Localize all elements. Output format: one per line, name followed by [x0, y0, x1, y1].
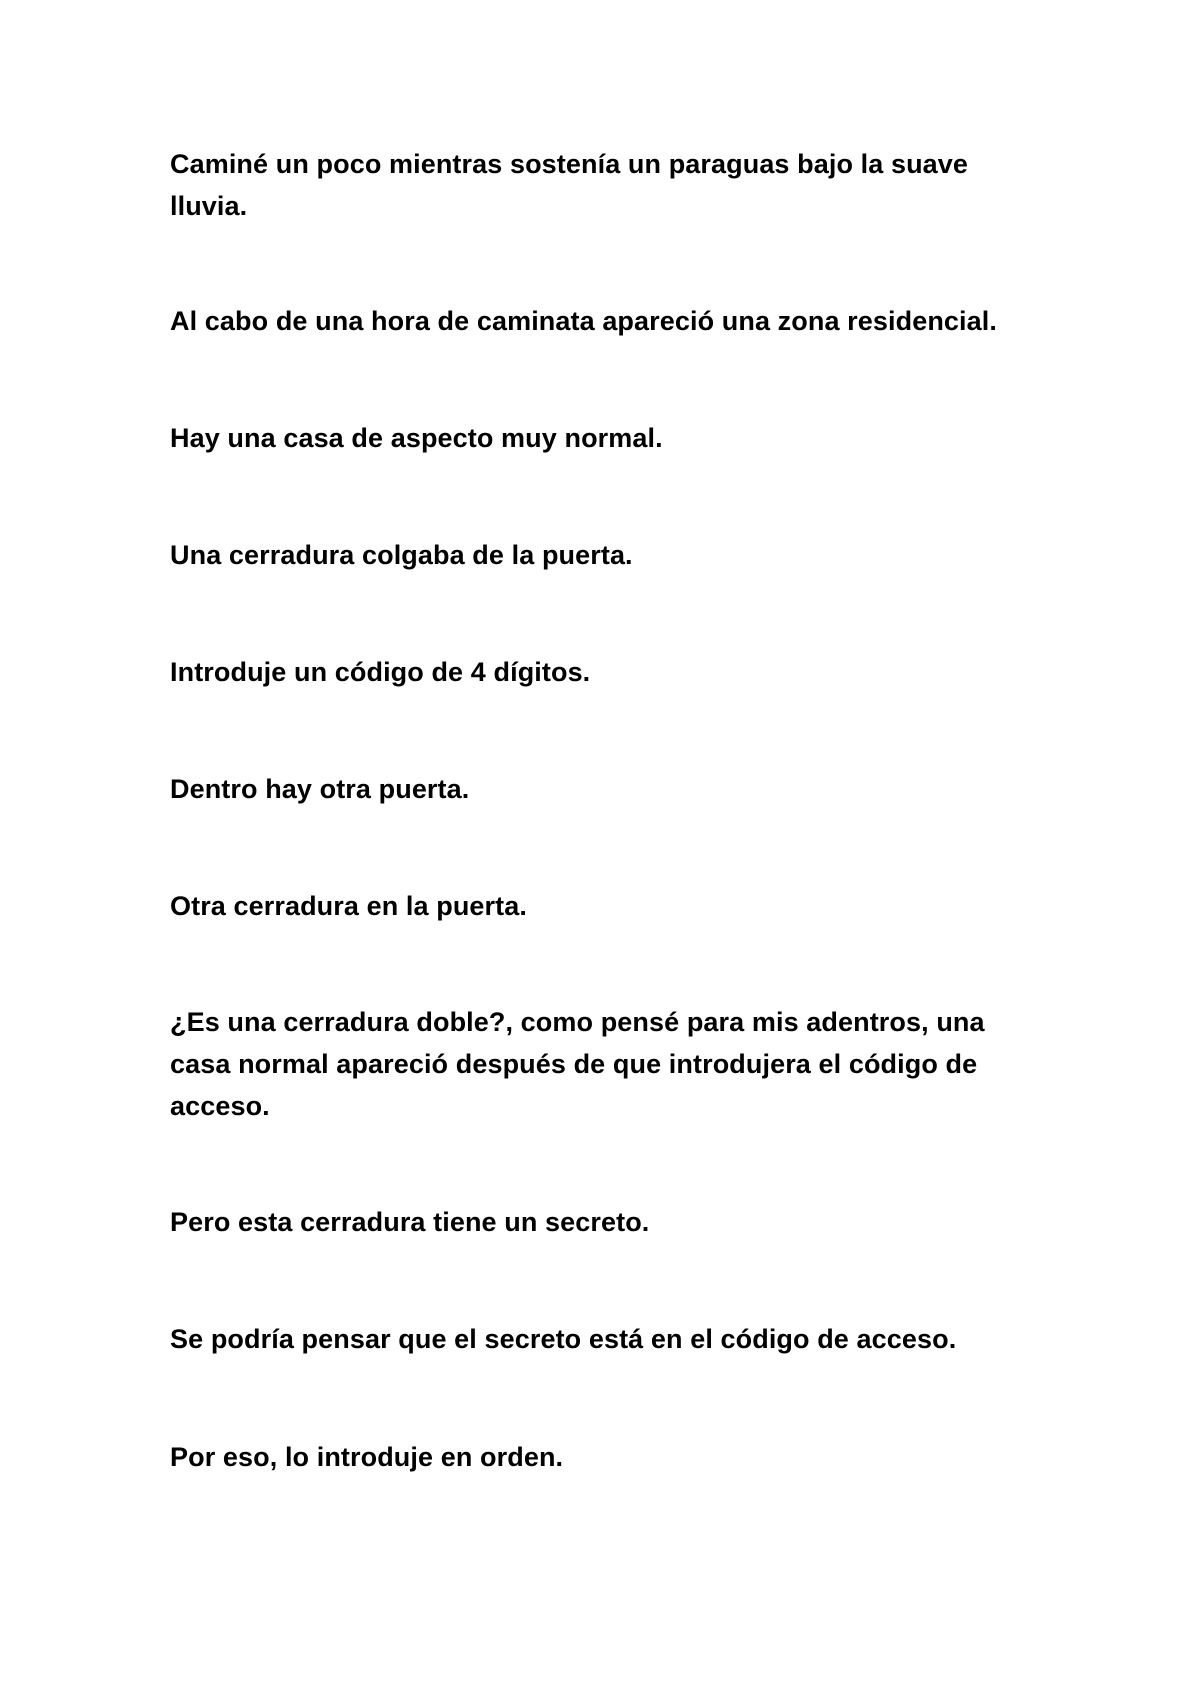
- paragraph: Otra cerradura en la puerta.: [170, 891, 527, 921]
- paragraph: Al cabo de una hora de caminata apareció una zona residencial.: [170, 306, 997, 336]
- paragraph: Caminé un poco mientras sostenía un paraguas bajo la suave lluvia.: [170, 149, 969, 221]
- paragraph: Hay una casa de aspecto muy normal.: [170, 423, 663, 453]
- paragraph: Se podría pensar que el secreto está en el código de acceso.: [170, 1324, 957, 1354]
- paragraph: Por eso, lo introduje en orden.: [170, 1442, 564, 1472]
- paragraph: Una cerradura colgaba de la puerta.: [170, 540, 633, 570]
- paragraph: Introduje un código de 4 dígitos.: [170, 657, 591, 687]
- paragraph: Pero esta cerradura tiene un secreto.: [170, 1207, 650, 1237]
- paragraph: ¿Es una cerradura doble?, como pensé para mis adentros, una casa normal apareció después de que introdujera el código de acceso.: [170, 1007, 985, 1121]
- paragraph: Dentro hay otra puerta.: [170, 774, 470, 804]
